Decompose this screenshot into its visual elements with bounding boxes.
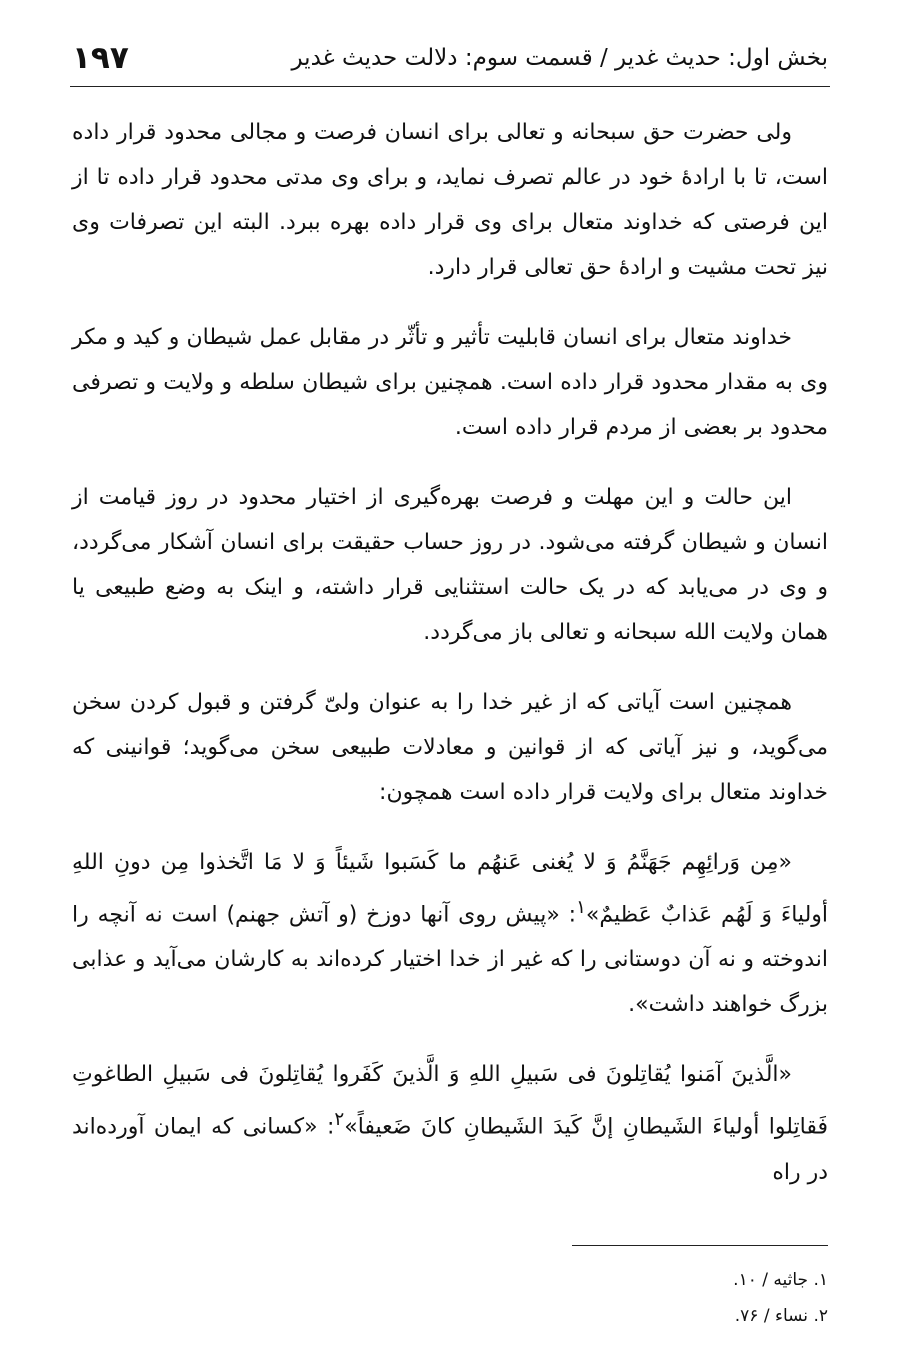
paragraph: همچنین است آیاتی که از غیر خدا را به عنوان ولیّ گرفتن و قبول کردن سخن می‌گوید، و نیز آیاتی که از قوانین و معادلات طبیعی سخن می‌گوید؛ قوانینی که خداوند متعال برای ولایت قرار داده است همچون: — [72, 690, 828, 805]
body-text — [72, 110, 828, 1220]
footnote: ۲. نساء / ۷۶. — [734, 1306, 828, 1326]
page-number: ۱۹۷ — [72, 40, 129, 76]
paragraph: خداوند متعال برای انسان قابلیت تأثیر و تأثّر در مقابل عمل شیطان و کید و مکر وی به مقدار محدود قرار داده است. همچنین برای شیطان سلطه و ولایت و تصرفی محدود بر بعضی از مردم قرار داده است. — [72, 325, 828, 440]
footnotes — [408, 1262, 828, 1334]
footnote-separator — [572, 1245, 828, 1246]
quran-verse: «مِن وَرائِهِم جَهَنَّمُ وَ لا یُغنی عَنهُم ما کَسَبوا شَیئاً وَ لا مَا اتَّخذوا مِن دونِ اللهِ أولیاءَ وَ لَهُم عَذابٌ عَظیمٌ» — [72, 850, 829, 928]
verse-translation: : «پیش روی آنها دوزخ (و آتش جهنم) است نه آنچه را اندوخته و نه آن دوستانی را که غیر از خدا اختیار کرده‌اند به کارشان می‌آید و عذابی بزرگ خواهند داشت». — [72, 902, 828, 1018]
verse-paragraph — [72, 840, 828, 1027]
paragraph: ولی حضرت حق سبحانه و تعالی برای انسان فرصت و مجالی محدود قرار داده است، تا با ارادهٔ خود در عالم تصرف نماید، و برای وی مدتی محدود قرار داده تا از این فرصتی که خداوند متعال برای وی قرار داده بهره ببرد. البته این تصرفات وی نیز تحت مشیت و ارادهٔ حق تعالی قرار دارد. — [72, 120, 828, 280]
header-rule — [70, 86, 830, 87]
quran-verse: «الَّذینَ آمَنوا یُقاتِلونَ فی سَبیلِ اللهِ وَ الَّذینَ کَفَروا یُقاتِلونَ فی سَبیلِ الطاغوتِ فَقاتِلوا أولیاءَ الشَیطانِ إنَّ کَیدَ الشَیطانِ کانَ ضَعیفاً» — [72, 1062, 828, 1140]
page-header — [72, 28, 828, 88]
footnote-mark: ۲ — [334, 1109, 345, 1131]
footnote: ۱. جاثیه / ۱۰. — [733, 1270, 828, 1290]
footnote-mark: ۱ — [576, 897, 586, 918]
verse-translation: : «کسانی که ایمان آورده‌اند در راه — [72, 1114, 828, 1185]
paragraph: این حالت و این مهلت و فرصت بهره‌گیری از اختیار محدود در روز قیامت از انسان و شیطان گرفته می‌شود. در روز حساب حقیقت برای انسان آشکار می‌گردد، و وی در می‌یابد که در یک حالت استثنایی قرار داشته، و اینک به وضع طبیعی یا همان ولایت الله سبحانه و تعالی باز می‌گردد. — [72, 485, 828, 645]
verse-paragraph — [72, 1052, 828, 1194]
running-title: بخش اول: حدیث غدیر / قسمت سوم: دلالت حدیث غدیر — [291, 45, 828, 71]
